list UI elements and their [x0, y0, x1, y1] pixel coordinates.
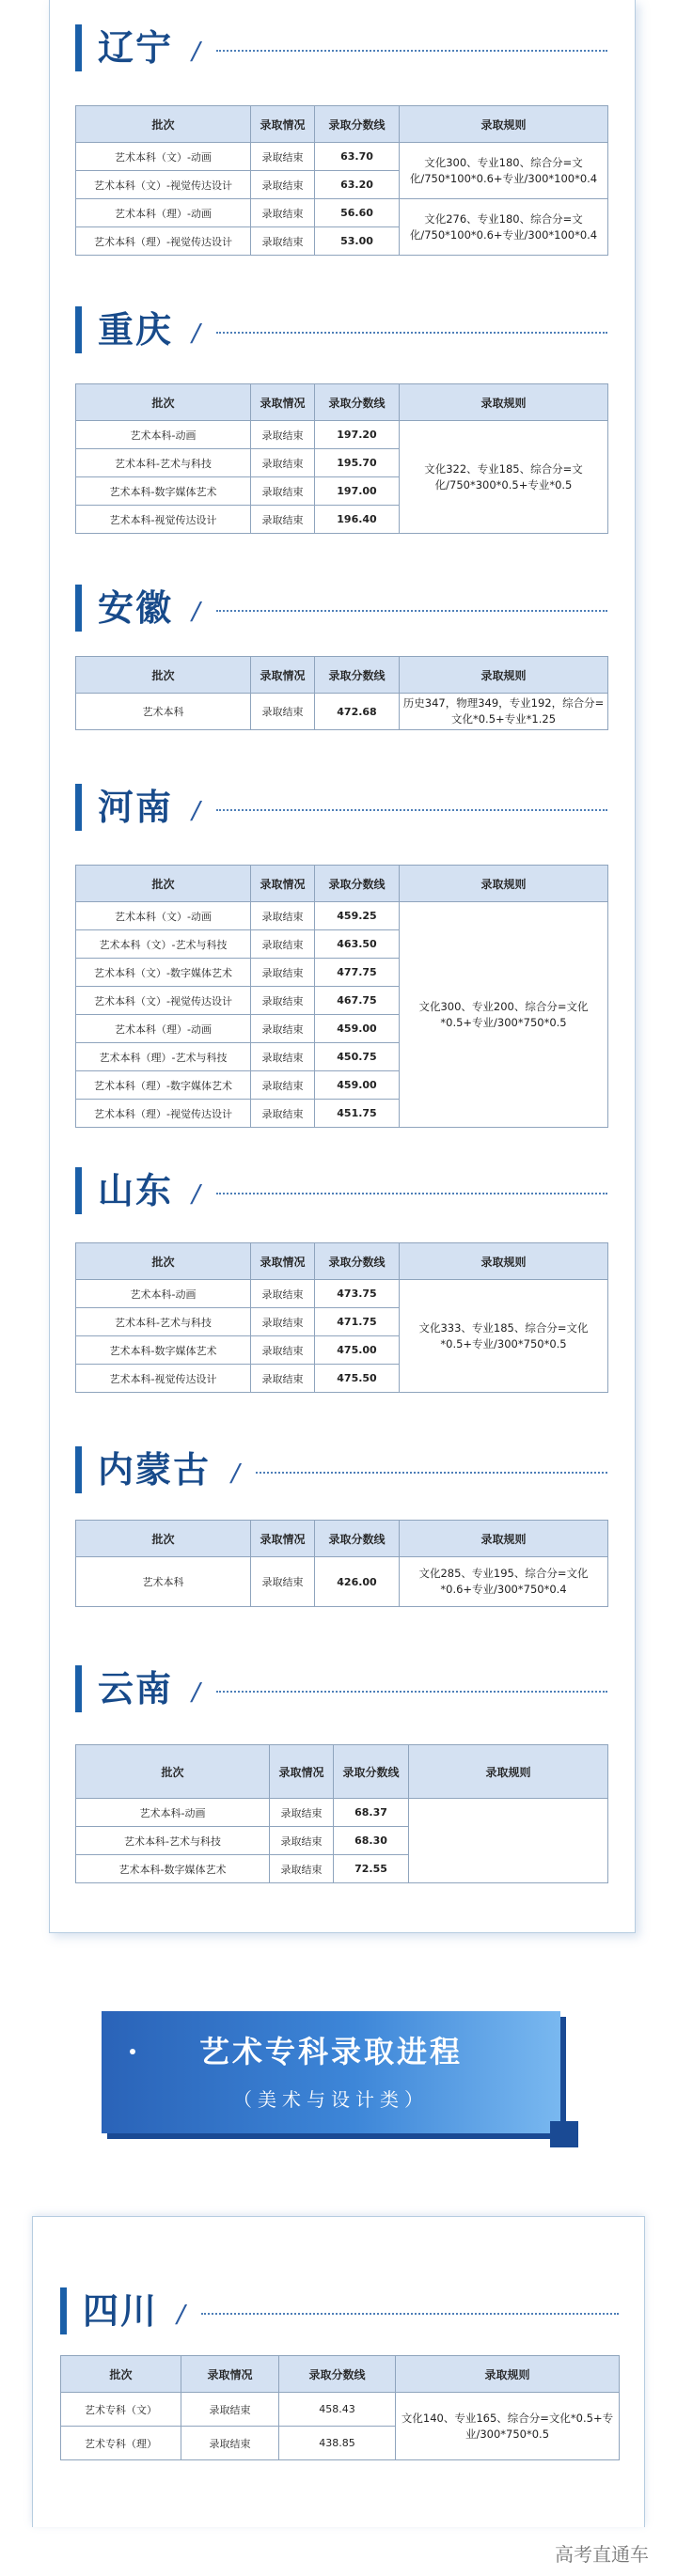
score-cell: 467.75	[315, 987, 400, 1015]
province-title: 山东	[98, 1170, 174, 1211]
slash-mark: /	[192, 320, 200, 348]
batch-cell: 艺术本科-数字媒体艺术	[76, 1855, 270, 1883]
section-yunnan	[75, 1662, 607, 1883]
accent-bar	[75, 1446, 82, 1493]
province-title: 辽宁	[98, 27, 174, 69]
status-cell: 录取结束	[251, 171, 315, 199]
header-batch: 批次	[76, 866, 251, 902]
section-shandong	[75, 1163, 607, 1393]
batch-cell: 艺术本科-艺术与科技	[76, 1308, 251, 1336]
header-rule: 录取规则	[400, 1521, 608, 1557]
batch-cell: 艺术本科（文）-动画	[76, 902, 251, 930]
status-cell: 录取结束	[251, 227, 315, 256]
status-cell: 录取结束	[251, 1308, 315, 1336]
batch-cell: 艺术本科-动画	[76, 1799, 270, 1827]
batch-cell: 艺术本科-数字媒体艺术	[76, 477, 251, 506]
score-cell: 459.00	[315, 1015, 400, 1043]
batch-cell: 艺术本科（理）-视觉传达设计	[76, 227, 251, 256]
score-cell: 463.50	[315, 930, 400, 959]
dotted-divider	[216, 610, 607, 612]
table-row	[76, 143, 608, 171]
score-cell: 195.70	[315, 449, 400, 477]
header-batch: 批次	[76, 106, 251, 143]
batch-cell: 艺术本科	[76, 694, 251, 730]
banner-title: 艺术专科录取进程	[198, 2034, 463, 2069]
dotted-divider	[216, 50, 607, 52]
section-henan	[75, 780, 607, 1128]
header-status: 录取情况	[251, 866, 315, 902]
score-cell: 475.50	[315, 1365, 400, 1393]
header-rule: 录取规则	[400, 657, 608, 694]
province-heading	[60, 2284, 619, 2340]
header-batch: 批次	[76, 1521, 251, 1557]
header-rule: 录取规则	[409, 1745, 608, 1799]
status-cell: 录取结束	[251, 477, 315, 506]
score-cell: 475.00	[315, 1336, 400, 1365]
score-cell: 459.25	[315, 902, 400, 930]
status-cell: 录取结束	[251, 1071, 315, 1100]
accent-bar	[75, 585, 82, 632]
status-cell: 录取结束	[251, 1365, 315, 1393]
status-cell: 录取结束	[270, 1799, 334, 1827]
status-cell: 录取结束	[251, 959, 315, 987]
score-cell: 197.00	[315, 477, 400, 506]
province-title: 重庆	[98, 309, 174, 351]
batch-cell: 艺术本科-艺术与科技	[76, 1827, 270, 1855]
score-cell: 426.00	[315, 1557, 400, 1607]
status-cell: 录取结束	[251, 199, 315, 227]
slash-mark: /	[231, 1460, 240, 1488]
province-heading	[75, 1163, 607, 1220]
banner-subtitle: （美术与设计类）	[233, 2088, 429, 2111]
slash-mark: /	[192, 1180, 200, 1209]
admission-table	[75, 383, 608, 534]
rule-cell: 文化322、专业185、综合分=文化/750*300*0.5+专业*0.5	[400, 421, 608, 534]
table-row	[76, 421, 608, 449]
header-status: 录取情况	[251, 384, 315, 421]
status-cell: 录取结束	[251, 1280, 315, 1308]
dotted-divider	[216, 1691, 607, 1693]
province-heading	[75, 303, 607, 359]
dotted-divider	[256, 1472, 607, 1474]
slash-mark: /	[192, 598, 200, 626]
admission-table	[75, 656, 608, 730]
batch-cell: 艺术本科-艺术与科技	[76, 449, 251, 477]
section-banner	[102, 2011, 560, 2133]
accent-bar	[75, 306, 82, 353]
table-row	[76, 1557, 608, 1607]
score-cell: 72.55	[334, 1855, 409, 1883]
status-cell: 录取结束	[251, 1336, 315, 1365]
header-score: 录取分数线	[315, 657, 400, 694]
header-batch: 批次	[76, 1745, 270, 1799]
header-score: 录取分数线	[279, 2356, 396, 2393]
batch-cell: 艺术本科（文）-动画	[76, 143, 251, 171]
admission-table	[75, 865, 608, 1128]
section-liaoning	[75, 21, 607, 256]
header-score: 录取分数线	[315, 384, 400, 421]
batch-cell: 艺术专科（理）	[61, 2427, 181, 2460]
batch-cell: 艺术本科-动画	[76, 421, 251, 449]
header-score: 录取分数线	[315, 106, 400, 143]
table-row	[76, 199, 608, 227]
batch-cell: 艺术本科（理）-视觉传达设计	[76, 1100, 251, 1128]
status-cell: 录取结束	[181, 2427, 279, 2460]
header-rule: 录取规则	[400, 106, 608, 143]
dotted-divider	[216, 809, 607, 811]
batch-cell: 艺术专科（文）	[61, 2393, 181, 2427]
header-score: 录取分数线	[315, 1243, 400, 1280]
status-cell: 录取结束	[251, 143, 315, 171]
score-cell: 68.30	[334, 1827, 409, 1855]
batch-cell: 艺术本科（理）-动画	[76, 199, 251, 227]
status-cell: 录取结束	[251, 506, 315, 534]
accent-bar	[75, 24, 82, 71]
table-row	[76, 694, 608, 730]
accent-bar	[75, 1665, 82, 1712]
batch-cell: 艺术本科（理）-艺术与科技	[76, 1043, 251, 1071]
section-neimenggu	[75, 1443, 607, 1607]
header-rule: 录取规则	[396, 2356, 620, 2393]
status-cell: 录取结束	[251, 902, 315, 930]
section-anhui	[75, 581, 607, 730]
batch-cell: 艺术本科-数字媒体艺术	[76, 1336, 251, 1365]
section-sichuan	[60, 2284, 619, 2460]
table-row	[76, 902, 608, 930]
status-cell: 录取结束	[251, 987, 315, 1015]
rule-cell: 文化300、专业180、综合分=文化/750*100*0.6+专业/300*100*0.4	[400, 143, 608, 199]
status-cell: 录取结束	[270, 1855, 334, 1883]
admission-table	[75, 1242, 608, 1393]
batch-cell: 艺术本科（文）-数字媒体艺术	[76, 959, 251, 987]
rule-cell: 文化276、专业180、综合分=文化/750*100*0.6+专业/300*100*0.4	[400, 199, 608, 256]
status-cell: 录取结束	[251, 1015, 315, 1043]
header-batch: 批次	[76, 657, 251, 694]
score-cell: 473.75	[315, 1280, 400, 1308]
slash-mark: /	[177, 2301, 185, 2329]
province-title: 四川	[83, 2290, 159, 2332]
table-row	[76, 1799, 608, 1827]
batch-cell: 艺术本科-视觉传达设计	[76, 506, 251, 534]
dotted-divider	[216, 332, 607, 334]
rule-cell: 文化140、专业165、综合分=文化*0.5+专业/300*750*0.5	[396, 2393, 620, 2460]
batch-cell: 艺术本科（理）-数字媒体艺术	[76, 1071, 251, 1100]
score-cell: 458.43	[279, 2393, 396, 2427]
batch-cell: 艺术本科（理）-动画	[76, 1015, 251, 1043]
admission-table	[75, 105, 608, 256]
score-cell: 196.40	[315, 506, 400, 534]
status-cell: 录取结束	[251, 449, 315, 477]
status-cell: 录取结束	[251, 1043, 315, 1071]
rule-cell: 文化300、专业200、综合分=文化*0.5+专业/300*750*0.5	[400, 902, 608, 1128]
score-cell: 477.75	[315, 959, 400, 987]
slash-mark: /	[192, 1678, 200, 1707]
province-heading	[75, 581, 607, 637]
batch-cell: 艺术本科-视觉传达设计	[76, 1365, 251, 1393]
table-row	[61, 2393, 620, 2427]
header-status: 录取情况	[251, 106, 315, 143]
header-score: 录取分数线	[315, 866, 400, 902]
province-title: 内蒙古	[98, 1449, 212, 1491]
admission-table	[75, 1744, 608, 1883]
score-cell: 459.00	[315, 1071, 400, 1100]
batch-cell: 艺术本科（文）-视觉传达设计	[76, 987, 251, 1015]
header-status: 录取情况	[251, 1521, 315, 1557]
header-status: 录取情况	[251, 657, 315, 694]
slash-mark: /	[192, 38, 200, 66]
slash-mark: /	[192, 797, 200, 825]
header-status: 录取情况	[251, 1243, 315, 1280]
score-cell: 63.70	[315, 143, 400, 171]
province-title: 云南	[98, 1668, 174, 1710]
province-heading	[75, 21, 607, 77]
score-cell: 451.75	[315, 1100, 400, 1128]
section-chongqing	[75, 303, 607, 534]
header-status: 录取情况	[270, 1745, 334, 1799]
score-cell: 53.00	[315, 227, 400, 256]
accent-bar	[60, 2287, 67, 2334]
score-cell: 450.75	[315, 1043, 400, 1071]
status-cell: 录取结束	[251, 421, 315, 449]
header-rule: 录取规则	[400, 1243, 608, 1280]
province-heading	[75, 1443, 607, 1499]
rule-cell	[409, 1799, 608, 1883]
rule-cell: 历史347，物理349，专业192，综合分=文化*0.5+专业*1.25	[400, 694, 608, 730]
batch-cell: 艺术本科（文）-艺术与科技	[76, 930, 251, 959]
score-cell: 56.60	[315, 199, 400, 227]
rule-cell: 文化333、专业185、综合分=文化*0.5+专业/300*750*0.5	[400, 1280, 608, 1393]
status-cell: 录取结束	[270, 1827, 334, 1855]
batch-cell: 艺术本科（文）-视觉传达设计	[76, 171, 251, 199]
admission-table	[75, 1520, 608, 1607]
score-cell: 471.75	[315, 1308, 400, 1336]
batch-cell: 艺术本科-动画	[76, 1280, 251, 1308]
province-heading	[75, 1662, 607, 1718]
header-status: 录取情况	[181, 2356, 279, 2393]
province-title: 安徽	[98, 587, 174, 629]
status-cell: 录取结束	[251, 1557, 315, 1607]
status-cell: 录取结束	[251, 930, 315, 959]
score-cell: 197.20	[315, 421, 400, 449]
header-score: 录取分数线	[315, 1521, 400, 1557]
header-batch: 批次	[76, 1243, 251, 1280]
header-batch: 批次	[61, 2356, 181, 2393]
province-heading	[75, 780, 607, 836]
header-rule: 录取规则	[400, 866, 608, 902]
table-row	[76, 1280, 608, 1308]
score-cell: 63.20	[315, 171, 400, 199]
dotted-divider	[216, 1193, 607, 1194]
score-cell: 438.85	[279, 2427, 396, 2460]
province-title: 河南	[98, 787, 174, 828]
status-cell: 录取结束	[181, 2393, 279, 2427]
batch-cell: 艺术本科	[76, 1557, 251, 1607]
accent-bar	[75, 784, 82, 831]
dotted-divider	[201, 2313, 619, 2315]
score-cell: 472.68	[315, 694, 400, 730]
header-score: 录取分数线	[334, 1745, 409, 1799]
watermark: 高考直通车	[555, 2543, 649, 2566]
status-cell: 录取结束	[251, 1100, 315, 1128]
accent-bar	[75, 1167, 82, 1214]
rule-cell: 文化285、专业195、综合分=文化*0.6+专业/300*750*0.4	[400, 1557, 608, 1607]
status-cell: 录取结束	[251, 694, 315, 730]
banner-corner-block	[550, 2121, 578, 2147]
admission-table	[60, 2355, 620, 2460]
header-batch: 批次	[76, 384, 251, 421]
score-cell: 68.37	[334, 1799, 409, 1827]
header-rule: 录取规则	[400, 384, 608, 421]
